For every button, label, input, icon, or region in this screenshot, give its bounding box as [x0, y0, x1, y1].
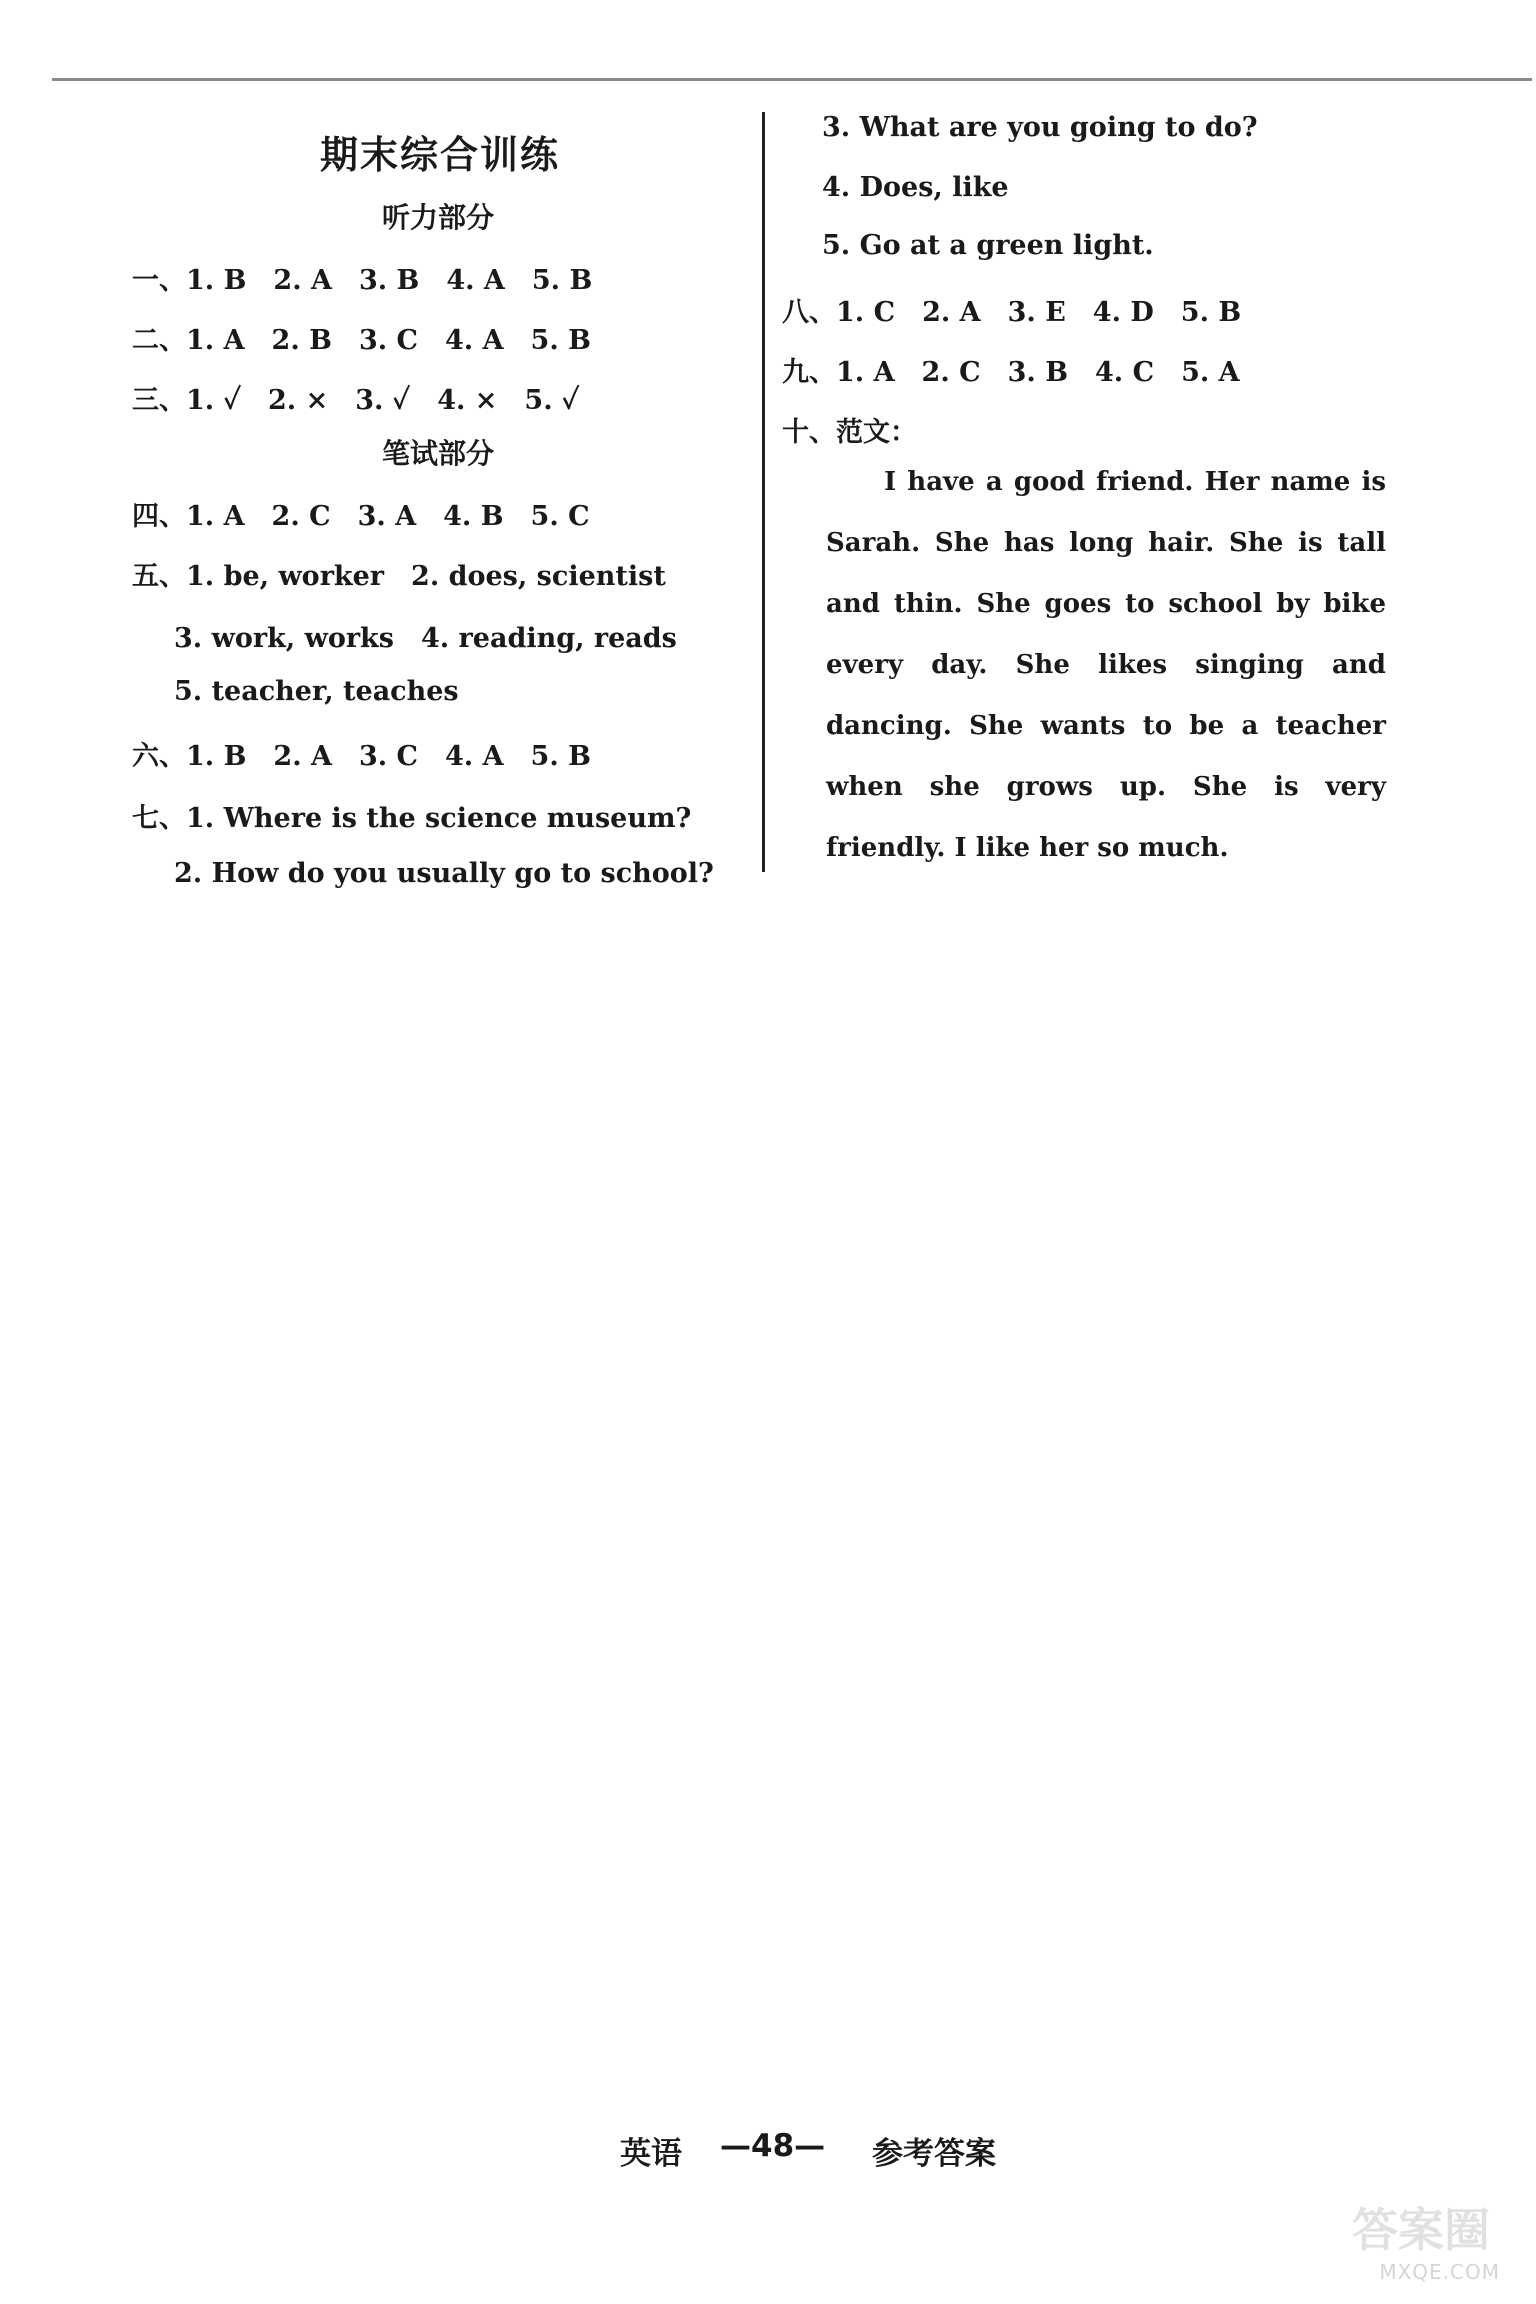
page-number: —48—	[720, 2128, 826, 2164]
listening-heading: 听力部分	[382, 201, 495, 234]
answer-line-5a: 五、1. be, worker 2. does, scientist	[132, 561, 666, 592]
answer-line-9: 九、1. A 2. C 3. B 4. C 5. A	[782, 357, 1240, 388]
answer-line-7c: 3. What are you going to do?	[822, 112, 1258, 143]
answer-line-5b: 3. work, works 4. reading, reads	[174, 623, 677, 654]
watermark-logo: 答案圈	[1352, 2203, 1490, 2257]
answer-line-7a: 七、1. Where is the science museum?	[132, 803, 692, 834]
answer-line-7d: 4. Does, like	[822, 172, 1009, 203]
watermark-site: MXQE.COM	[1379, 2260, 1500, 2284]
answer-line-10: 十、范文：	[782, 417, 917, 448]
page-title: 期末综合训练	[320, 133, 561, 177]
top-rule	[52, 78, 1532, 81]
footer-label: 参考答案	[872, 2136, 996, 2172]
answer-line-6: 六、1. B 2. A 3. C 4. A 5. B	[132, 741, 591, 772]
sample-essay: I have a good friend. Her name is Sarah. She has long hair. She is tall and thin. She goes to school by bike every day. She likes singing and dancing. She wants to be a teacher when she grows up. She is very friendly. I like her so much.	[826, 467, 1386, 863]
answer-line-2: 二、1. A 2. B 3. C 4. A 5. B	[132, 325, 591, 356]
answer-line-1: 一、1. B 2. A 3. B 4. A 5. B	[132, 265, 593, 296]
writing-heading: 笔试部分	[382, 437, 495, 470]
answer-line-4: 四、1. A 2. C 3. A 4. B 5. C	[132, 501, 590, 532]
footer-subject: 英语	[620, 2136, 682, 2172]
answer-line-8: 八、1. C 2. A 3. E 4. D 5. B	[782, 297, 1242, 328]
answer-line-3: 三、1. ✓ 2. × 3. ✓ 4. × 5. ✓	[132, 385, 580, 416]
answer-line-5c: 5. teacher, teaches	[174, 676, 459, 707]
answer-line-7e: 5. Go at a green light.	[822, 230, 1154, 261]
column-divider	[762, 112, 765, 872]
watermark	[1320, 2194, 1500, 2284]
answer-line-7b: 2. How do you usually go to school?	[174, 858, 714, 889]
